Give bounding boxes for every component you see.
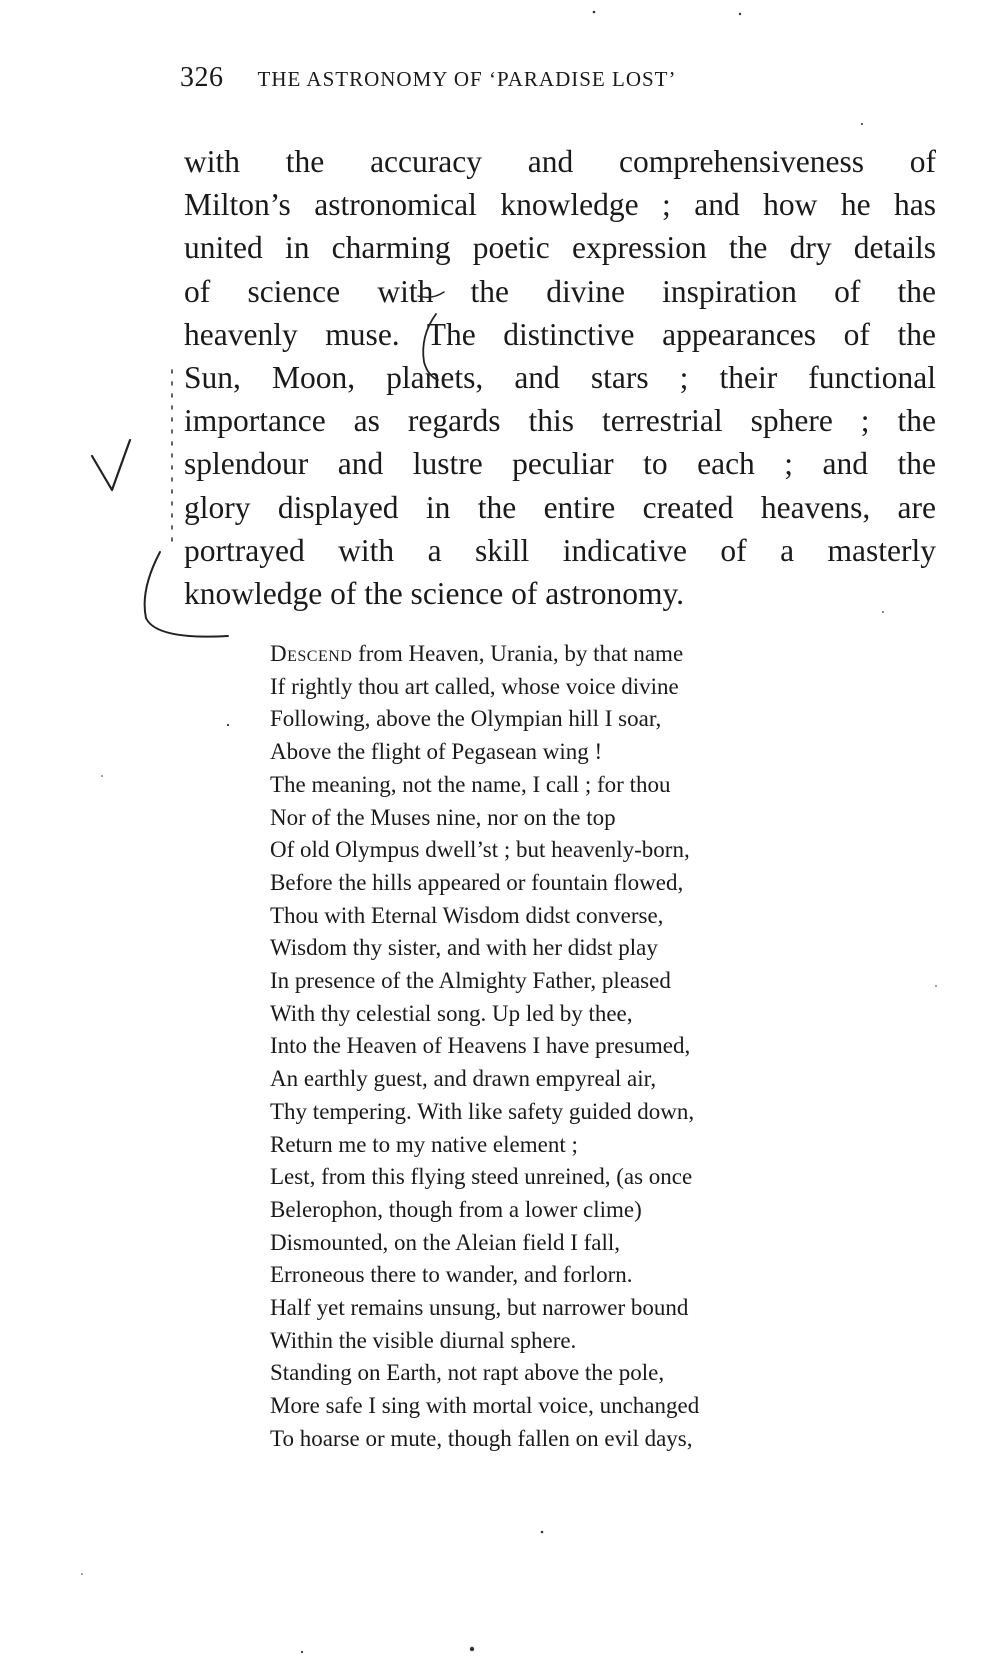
prose-line: glory displayed in the entire created heavens, are — [184, 489, 936, 525]
verse-line: Belerophon, though from a lower clime) — [270, 1196, 642, 1222]
verse-line: Nor of the Muses nine, nor on the top — [270, 804, 616, 830]
verse-line: In presence of the Almighty Father, pleased — [270, 968, 671, 994]
verse-line — [270, 638, 699, 671]
verse-line: Thou with Eternal Wisdom didst converse, — [270, 902, 664, 928]
verse-line: Erroneous there to wander, and forlorn. — [270, 1262, 633, 1288]
prose-line: heavenly muse. The distinctive appearances of the — [184, 316, 936, 352]
prose-line: of science with the divine inspiration of the — [184, 273, 936, 309]
prose-line: Milton’s astronomical knowledge ; and how he has — [184, 187, 936, 223]
verse-line: More safe I sing with mortal voice, unchanged — [270, 1393, 700, 1419]
verse-line: Within the visible diurnal sphere. — [270, 1327, 577, 1353]
verse-line: Standing on Earth, not rapt above the pole, — [270, 1360, 665, 1386]
page-number: 326 — [180, 62, 224, 93]
prose-line: with the accuracy and comprehensiveness of — [184, 144, 936, 179]
prose-line: importance as regards this terrestrial sphere ; the — [184, 403, 936, 439]
verse-line: To hoarse or mute, though fallen on evil days, — [270, 1425, 693, 1451]
running-header — [180, 62, 940, 94]
verse-first-word: Descend — [270, 641, 353, 666]
prose-line: Sun, Moon, planets, and stars ; their functional — [184, 360, 936, 396]
verse-line: Wisdom thy sister, and with her didst play — [270, 935, 658, 961]
verse-line: Before the hills appeared or fountain flowed, — [270, 869, 684, 895]
verse-line: Half yet remains unsung, but narrower bound — [270, 1295, 689, 1321]
prose-line: splendour and lustre peculiar to each ; and the — [184, 446, 936, 482]
prose-line: knowledge of the science of astronomy. — [184, 576, 685, 612]
verse-first-line-rest: from Heaven, Urania, by that name — [352, 641, 684, 666]
verse-line: Thy tempering. With like safety guided down, — [270, 1098, 695, 1124]
verse-line: With thy celestial song. Up led by thee, — [270, 1000, 633, 1026]
verse-line: If rightly thou art called, whose voice divine — [270, 673, 679, 699]
verse-line: Return me to my native element ; — [270, 1131, 578, 1157]
prose-paragraph — [184, 140, 936, 615]
verse-line: Following, above the Olympian hill I soar, — [270, 706, 662, 732]
prose-line: united in charming poetic expression the dry details — [184, 230, 936, 266]
verse-quotation — [270, 638, 699, 1456]
verse-line: Into the Heaven of Heavens I have presumed, — [270, 1033, 691, 1059]
check-mark-icon — [92, 440, 130, 490]
verse-line: Of old Olympus dwell’st ; but heavenly-born, — [270, 837, 690, 863]
verse-line: Above the flight of Pegasean wing ! — [270, 739, 603, 765]
verse-line: The meaning, not the name, I call ; for thou — [270, 771, 671, 797]
verse-line: Dismounted, on the Aleian field I fall, — [270, 1229, 621, 1255]
verse-line: An earthly guest, and drawn empyreal air, — [270, 1066, 657, 1092]
running-title: THE ASTRONOMY OF ‘PARADISE LOST’ — [257, 67, 677, 91]
verse-line: Lest, from this flying steed unreined, (as once — [270, 1164, 693, 1190]
prose-line: portrayed with a skill indicative of a masterly — [184, 532, 936, 568]
